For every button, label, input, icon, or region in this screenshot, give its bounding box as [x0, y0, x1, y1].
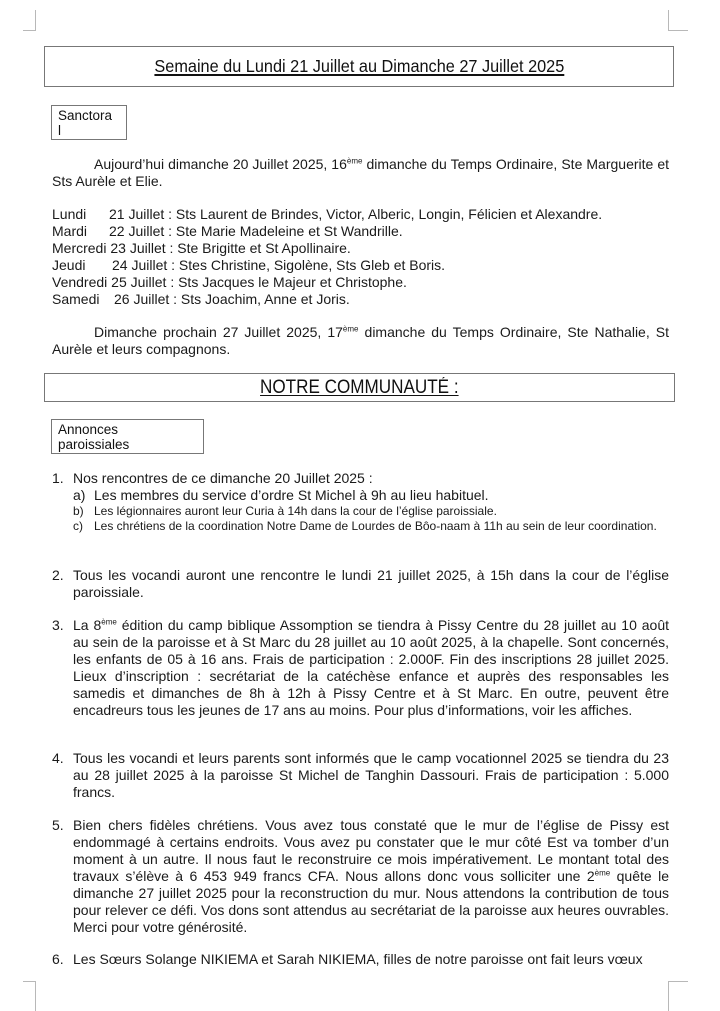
day-row-samedi: Samedi 26 Juillet : Sts Joachim, Anne et Joris. [52, 291, 350, 307]
announcements-tag [51, 419, 204, 454]
week-title-box [44, 46, 674, 87]
announcements-list-2 [52, 567, 669, 601]
day-row-mardi: Mardi 22 Juillet : Ste Marie Madeleine et St Wandrille. [52, 223, 403, 239]
corner-mark-top-left [23, 10, 36, 31]
community-section-title: NOTRE COMMUNAUTÉ : [260, 376, 459, 398]
announcements-list [52, 470, 669, 534]
corner-mark-top-right [668, 10, 688, 31]
week-title: Semaine du Lundi 21 Juillet au Dimanche 27 Juillet 2025 [154, 56, 564, 76]
corner-mark-bottom-right [668, 981, 688, 1011]
announcements-list-5 [52, 817, 669, 936]
day-row-mercredi: Mercredi 23 Juillet : Ste Brigitte et St Apollinaire. [52, 240, 351, 256]
announcements-list-4 [52, 750, 669, 801]
next-sunday-paragraph: Dimanche prochain 27 Juillet 2025, 17ème dimanche du Temps Ordinaire, Ste Nathalie, St Aurèle et leurs compagnons. [52, 324, 669, 357]
announcements-list-6 [52, 951, 669, 968]
announcement-item-2: 2. Tous les vocandi auront une rencontre le lundi 21 juillet 2025, à 15h dans la cour de l’église paroissiale. [52, 567, 669, 600]
sanctoral-tag [51, 105, 127, 140]
today-paragraph: Aujourd’hui dimanche 20 Juillet 2025, 16ème dimanche du Temps Ordinaire, Ste Marguerite et Sts Aurèle et Elie. [52, 156, 670, 189]
announcements-tag-line2: paroissiales [58, 437, 130, 452]
day-row-vendredi: Vendredi 25 Juillet : Sts Jacques le Majeur et Christophe. [52, 274, 407, 290]
sanctoral-tag-line2: l [58, 123, 61, 138]
announcement-sub-b: b) Les légionnaires auront leur Curia à 14h dans la cour de l’église paroissiale. [73, 504, 497, 518]
announcement-item-5: 5. Bien chers fidèles chrétiens. Vous avez tous constaté que le mur de l’église de Pissy est endommagé à certains endroits. Vous avez pu constater que le mur côté Est va tomber d’un moment à un autre. Il nous faut le reconstruire ce mois impérativement. Le montant total des travaux s’élève à 6 453 949 francs CFA. Nous allons donc vous solliciter une 2ème quête le dimanche 27 juillet 2025 pour la reconstruction du mur. Nous attendons la contribution de tous pour relever ce défi. Vos dons sont attendus au secrétariat de la paroisse aux heures ouvrables. Merci pour votre générosité. [52, 817, 669, 935]
announcements-tag-line1: Annonces [58, 422, 119, 437]
day-row-lundi: Lundi 21 Juillet : Sts Laurent de Brindes, Victor, Alberic, Longin, Félicien et Alexandre. [52, 206, 603, 222]
announcement-item-4: 4. Tous les vocandi et leurs parents sont informés que le camp vocationnel 2025 se tiendra du 23 au 28 juillet 2025 à la paroisse St Michel de Tanghin Dassouri. Frais de participation : 5.000 francs. [52, 750, 669, 800]
weekday-saints-list [52, 206, 602, 308]
announcement-item-1: 1. Nos rencontres de ce dimanche 20 Juillet 2025 : a) Les membres du service d’ordre St Michel à 9h au lieu habituel. b) Les légionnaires auront leur Curia à 14h dans la cour de l’église paroissiale. c) Les chrétiens de la coordination Notre Dame de Lourdes de Bôo-naam à 11h au sein de leur coordination. [52, 470, 669, 534]
announcement-sub-c: c) Les chrétiens de la coordination Notre Dame de Lourdes de Bôo-naam à 11h au sein de leur coordination. [73, 519, 657, 533]
announcement-item-6: 6. Les Sœurs Solange NIKIEMA et Sarah NIKIEMA, filles de notre paroisse ont fait leurs vœux [52, 951, 643, 967]
announcement-item-3: 3. La 8ème édition du camp biblique Assomption se tiendra à Pissy Centre du 28 juillet au 10 août au sein de la paroisse et à St Marc du 28 juillet au 10 août 2025, à la chapelle. Sont concernés, les enfants de 05 à 16 ans. Frais de participation : 2.000F. Fin des inscriptions 28 juillet 2025. Lieux d’inscription : secrétariat de la catéchèse enfance et auprès des responsables les samedis et dimanches de 8h à 12h à Pissy Centre et à St Marc. En outre, peuvent être encadreurs tous les jeunes de 17 ans au moins. Pour plus d’informations, voir les affiches. [52, 617, 670, 718]
announcements-list-3 [52, 617, 669, 719]
day-row-jeudi: Jeudi 24 Juillet : Stes Christine, Sigolène, Sts Gleb et Boris. [52, 257, 446, 273]
sanctoral-tag-line1: Sanctora [58, 108, 113, 123]
corner-mark-bottom-left [23, 981, 36, 1011]
announcement-sub-a: a) Les membres du service d’ordre St Michel à 9h au lieu habituel. [73, 487, 489, 503]
community-section-box [44, 373, 675, 402]
